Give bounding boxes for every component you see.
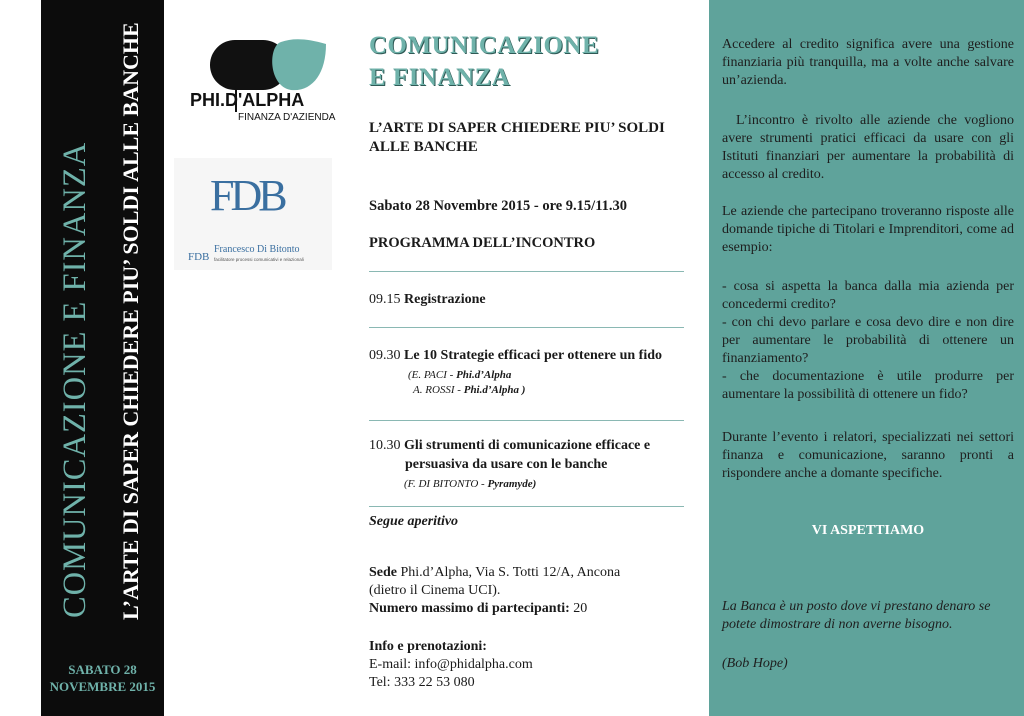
max-label: Numero massimo di partecipanti:	[369, 601, 570, 616]
questions-intro: Le aziende che partecipano troveranno risposte alle domande tipiche di Titolari e Imprenditori, come ad esempio:	[722, 204, 1014, 255]
fdb-mark: FDB	[210, 171, 284, 220]
agenda-title: Le 10 Strategie efficaci per ottenere un fido	[404, 348, 663, 363]
speaker-org: Phi.d’Alpha	[456, 369, 512, 381]
agenda-time: 10.30	[369, 438, 401, 453]
title-line1: COMUNICAZIONE	[369, 32, 600, 59]
agenda-item-1	[369, 292, 486, 308]
sede-label: Sede	[369, 565, 397, 580]
max-value: 20	[569, 601, 588, 616]
agenda-time: 09.30	[369, 348, 401, 363]
separator	[369, 506, 684, 507]
separator	[369, 271, 684, 272]
sede-text: Phi.d’Alpha, Via S. Totti 12/A, Ancona	[397, 565, 621, 580]
speaker-name: A. ROSSI -	[413, 384, 464, 396]
contacts-block	[369, 638, 533, 692]
separator	[369, 327, 684, 328]
speaker-1	[408, 369, 511, 381]
speaker-2	[413, 384, 525, 396]
phidalpha-tagline: FINANZA D'AZIENDA	[238, 112, 336, 123]
vertical-title: COMUNICAZIONE E FINANZA	[57, 141, 93, 618]
vertical-subtitle: L’ARTE DI SAPER CHIEDERE PIU’ SOLDI ALLE BANCHE	[118, 22, 143, 620]
intro-paragraph: Accedere al credito significa avere una gestione finanziaria più tranquilla, ma a volte anche salvare un’azienda.	[722, 37, 1014, 88]
event-date: Sabato 28 Novembre 2015 - ore 9.15/11.30	[369, 198, 628, 214]
phidalpha-logo	[186, 36, 351, 128]
page-title	[369, 30, 599, 94]
agenda-item-3	[369, 438, 650, 454]
speaker-org: Pyramyde)	[487, 478, 537, 490]
questions-list: - cosa si aspetta la banca dalla mia azienda per concedermi credito? - con chi devo parlare e cosa devo dire e non dire per aumentare le probabilità di ottenere un finanziamento? - che documentazione è utile produrre per aumentare la possibilità di ottenere un fido?	[722, 279, 1014, 402]
fdb-name: Francesco Di Bitonto	[214, 244, 300, 255]
email: E-mail: info@phidalpha.com	[369, 657, 533, 672]
telephone: Tel: 333 22 53 080	[369, 675, 475, 690]
venue-block	[369, 564, 620, 618]
vi-aspettiamo: VI ASPETTIAMO	[811, 523, 925, 538]
speaker-name: (F. DI BITONTO -	[404, 478, 488, 490]
quote-author: (Bob Hope)	[722, 656, 788, 671]
band-date-line2: NOVEMBRE 2015	[49, 679, 156, 694]
speaker-org: Phi.d’Alpha )	[463, 384, 526, 396]
programma-heading: PROGRAMMA DELL’INCONTRO	[369, 235, 596, 251]
aperitivo: Segue aperitivo	[369, 514, 459, 529]
left-margin	[0, 0, 41, 716]
band-date	[41, 661, 164, 695]
agenda-item-2	[369, 348, 662, 364]
phidalpha-logo-mark	[186, 36, 351, 128]
fdb-small-mark: FDB	[188, 251, 210, 263]
band-date-line1: SABATO 28	[68, 662, 137, 677]
quote: La Banca è un posto dove vi prestano denaro se potete dimostrare di non averne bisogno.	[722, 599, 991, 632]
phidalpha-name: PHI.D'ALPHA	[190, 90, 305, 110]
subtitle: L’ARTE DI SAPER CHIEDERE PIU’ SOLDI ALLE BANCHE	[369, 120, 665, 155]
title-line2: E FINANZA	[369, 64, 511, 91]
fdb-logo-mark	[174, 158, 332, 270]
speakers-paragraph: Durante l’evento i relatori, specializzati nei settori finanza e comunicazione, saranno pronti a rispondere anche a domante specifiche.	[722, 430, 1014, 481]
agenda-title-cont: persuasiva da usare con le banche	[405, 457, 608, 472]
speaker-name: (E. PACI -	[408, 369, 457, 381]
speaker-3	[404, 478, 536, 490]
separator	[369, 420, 684, 421]
target-paragraph: L’incontro è rivolto alle aziende che vogliono avere strumenti pratici efficaci da usare con gli Istituti finanziari per aumentare la probabilità di accesso al credito.	[722, 113, 1014, 182]
right-panel	[709, 0, 1024, 716]
agenda-item-3-cont	[405, 457, 607, 473]
agenda-title: Gli strumenti di comunicazione efficace e	[404, 438, 651, 453]
agenda-time: 09.15	[369, 292, 401, 307]
fdb-logo	[174, 158, 332, 270]
agenda-title: Registrazione	[404, 292, 486, 307]
sede-note: (dietro il Cinema UCI).	[369, 583, 501, 598]
fdb-tagline: facilitatore processi comunicativi e relazionali	[214, 257, 304, 262]
info-label: Info e prenotazioni:	[369, 639, 487, 654]
